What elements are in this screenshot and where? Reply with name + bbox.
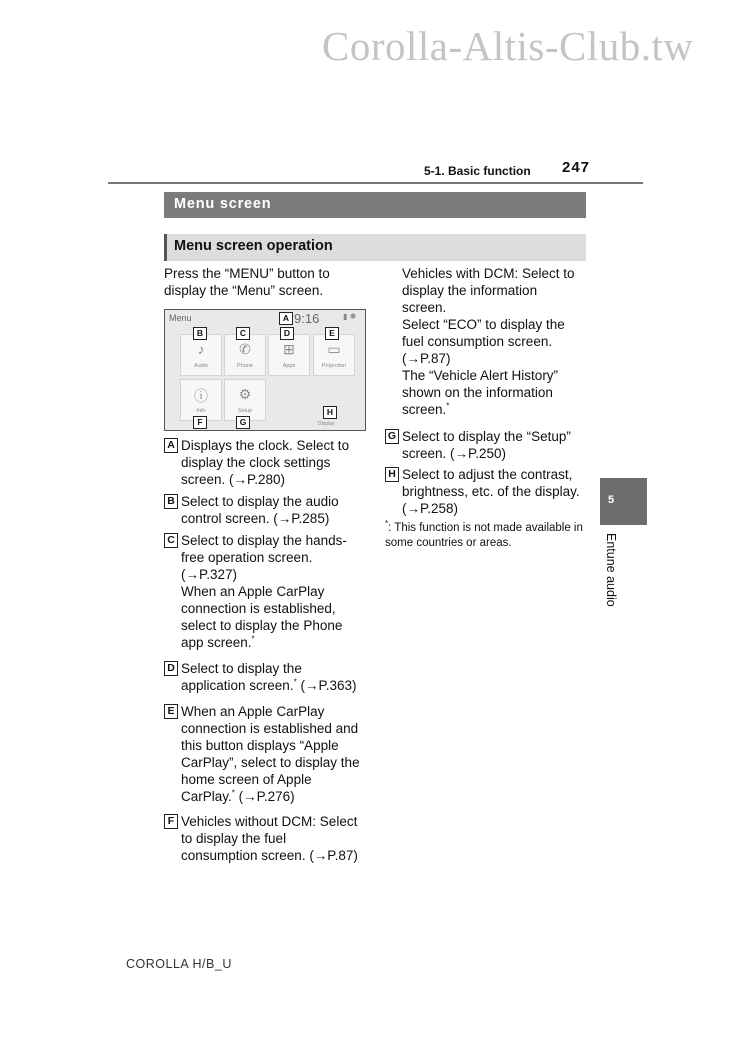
tile-label: Apps [282,363,296,369]
item-letter: D [164,661,178,676]
watermark: Corolla-Altis-Club.tw [322,23,694,69]
display-button-label: Display [318,421,335,427]
screen-clock: 9:16 [294,311,320,326]
callout-badge: E [325,327,339,340]
list-item-f [164,813,364,864]
subsection-title-bar [164,234,586,261]
tile-info [180,379,222,421]
tile-label: Projection [321,363,347,369]
header-rule [108,182,643,184]
item-text: When an Apple CarPlay connection is established and this button displays “Apple CarPlay”, select to display the home screen of Apple CarPlay.* (→P.276) [181,704,360,804]
intro-paragraph: Press the “MENU” button to display the “Menu” screen. [164,266,330,298]
tile-apps [268,334,310,376]
item-letter: F [164,814,178,829]
item-letter: E [164,704,178,719]
item-text: Displays the clock. Select to display the clock settings screen. (→P.280) [181,438,350,487]
item-text: Select to display the hands-free operation screen. (→P.327) [181,533,347,582]
list-item-b [164,493,364,527]
callout-badge: G [236,416,250,429]
tile-projection [313,334,355,376]
tile-label: Setup [237,408,253,414]
callout-badge: D [280,327,294,340]
list-item-h [385,466,585,517]
list-item-e [164,703,364,805]
tile-setup [224,379,266,421]
item-letter: B [164,494,178,509]
f-continued-line3: The “Vehicle Alert History” shown on the information screen.* [402,368,559,417]
callout-badge: H [323,406,337,419]
item-letter: A [164,438,178,453]
callout-badge: C [236,327,250,340]
f-continued-line2: Select “ECO” to display the fuel consumption screen. (→P.87) [402,317,565,366]
menu-screen-illustration [164,309,366,431]
list-item-g [385,428,585,462]
screen-title: Menu [169,313,192,323]
tile-label: Audio [193,363,209,369]
item-text: Select to display the audio control screen. (→P.285) [181,494,339,526]
status-icons: ▮ ✱ [343,312,357,321]
item-text: Vehicles without DCM: Select to display the fuel consumption screen. (→P.87) [181,814,358,863]
page-number: 247 [562,159,591,176]
list-item-d [164,660,364,694]
tile-label: Phone [237,363,253,369]
footer-model: COROLLA H/B_U [126,957,232,971]
gear-icon: ⚙ [238,386,252,402]
tile-phone [224,334,266,376]
chapter-tab [600,478,647,525]
item-letter: H [385,467,399,482]
phone-icon: ✆ [239,341,251,357]
section-title-bar [164,192,586,218]
item-letter: C [164,533,178,548]
tile-label: Info [196,408,206,414]
section-header: 5-1. Basic function [424,164,531,178]
list-item-c [164,532,364,651]
f-continued-line1: Vehicles with DCM: Select to display the information screen. [402,266,575,315]
chapter-label: Entune audio [604,533,618,607]
projection-icon: ▭ [327,341,341,357]
callout-badge: A [279,312,293,325]
section-title: Menu screen [174,196,272,212]
info-icon: ⓘ [194,388,208,404]
list-item-a [164,437,364,488]
callout-badge: F [193,416,207,429]
item-f-continued [385,265,585,418]
tile-audio [180,334,222,376]
item-letter: G [385,429,399,444]
chapter-number: 5 [608,494,615,506]
callout-badge: B [193,327,207,340]
footnote: *: This function is not made available in some countries or areas. [385,519,583,549]
item-text: Select to display the application screen.* (→P.363) [181,661,357,693]
music-note-icon: ♪ [197,341,205,357]
grid-icon: ⊞ [283,341,295,357]
subsection-title: Menu screen operation [174,238,333,254]
item-text: Select to adjust the contrast, brightness, etc. of the display. (→P.258) [402,467,580,516]
item-text: Select to display the “Setup” screen. (→P.250) [402,429,571,461]
item-text-continued: When an Apple CarPlay connection is established, select to display the Phone app screen.* [181,584,343,650]
